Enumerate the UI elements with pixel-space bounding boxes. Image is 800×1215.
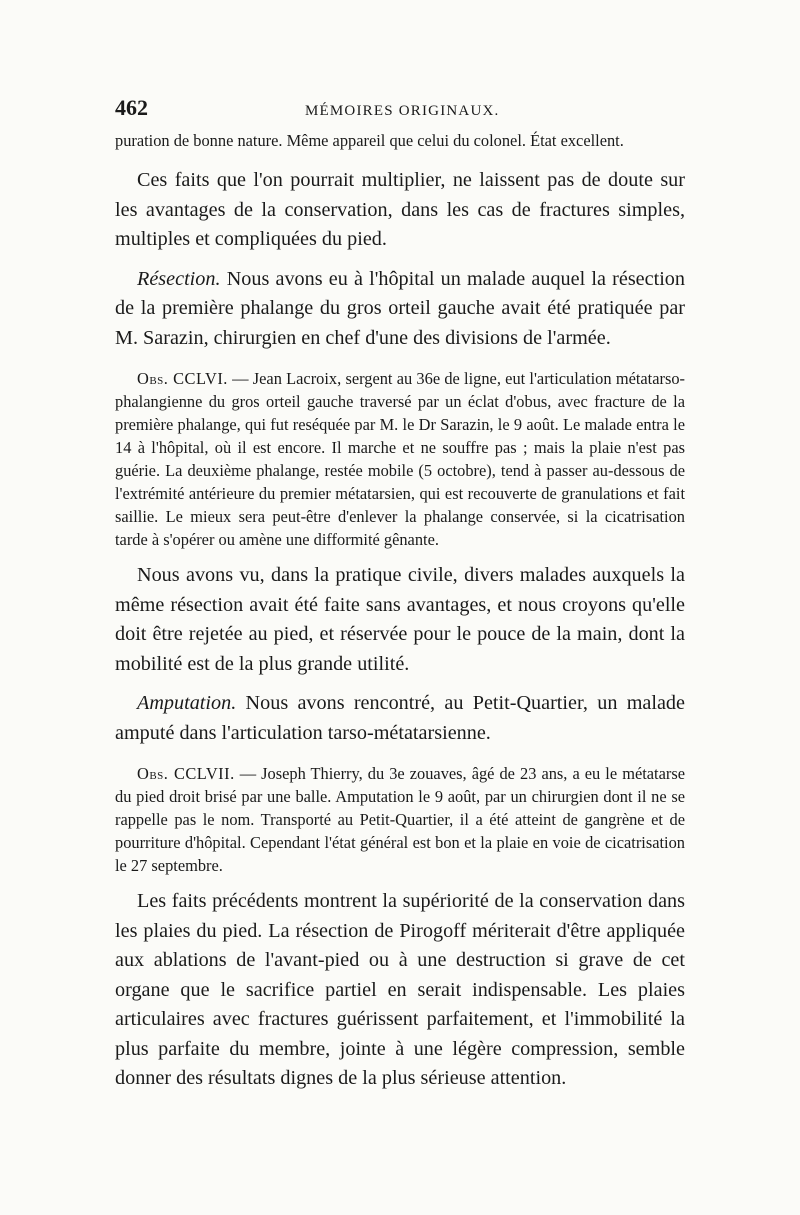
paragraph-continuation: puration de bonne nature. Même appareil que celui du colonel. État excellent. <box>115 131 624 150</box>
observation-label-cclvii: Obs. CCLVII. <box>137 764 235 783</box>
observation-cclvii <box>115 762 685 877</box>
paragraph-amputation <box>115 689 685 748</box>
paragraph-conclusion: Les faits précédents montrent la supériorité de la conservation dans les plaies du pied. La résection de Pirogoff mériterait d'être appliquée aux ablations de l'avant-pied ou à une destruction si grave de cet organe que le sacrifice partiel en serait indispensable. Les plaies articulaires avec fractures guérissent parfaitement, et l'immobilité la plus parfaite du membre, jointe à une légère compression, semble donner des résultats dignes de la plus sérieuse attention. <box>115 890 685 1089</box>
running-title: MÉMOIRES ORIGINAUX. <box>305 103 500 119</box>
section-label-resection: Résection. <box>137 267 221 290</box>
paragraph-resection <box>115 265 685 354</box>
observation-cclvi-text: — Jean Lacroix, sergent au 36e de ligne, eut l'articulation métatarso-phalangienne du gros orteil gauche traversé par un éclat d'obus, avec fracture de la première phalange, qui fut reséquée par M. le Dr Sarazin, le 9 août. Le malade entra le 14 à l'hôpital, où il est encore. Il marche et ne souffre pas ; mais la plaie n'est pas guérie. La deuxième phalange, restée mobile (5 octobre), tend à passer au-dessous de l'extrémité antérieure du premier métatarsien, qui est recouverte de granulations et fait saillie. Le mieux sera peut-être d'enlever la phalange conservée, si la cicatrisation tarde à s'opérer ou amène une difformité gênante. <box>115 369 685 549</box>
page <box>115 95 685 1094</box>
paragraph-conservation: Ces faits que l'on pourrait multiplier, ne laissent pas de doute sur les avantages de la conservation, dans les cas de fractures simples, multiples et compliquées du pied. <box>115 169 685 250</box>
paragraph-resection-text: Nous avons eu à l'hôpital un malade auquel la résection de la première phalange du gros orteil gauche avait été pratiquée par M. Sarazin, chirurgien en chef d'une des divisions de l'armée. <box>115 267 685 349</box>
paragraph-civil-practice: Nous avons vu, dans la pratique civile, divers malades auxquels la même résection avait été faite sans avantages, et nous croyons qu'elle doit être rejetée au pied, et réservée pour le pouce de la main, dont la mobilité est de la plus grande utilité. <box>115 564 685 675</box>
observation-cclvi <box>115 367 685 551</box>
observation-cclvii-text: — Joseph Thierry, du 3e zouaves, âgé de 23 ans, a eu le métatarse du pied droit brisé par une balle. Amputation le 9 août, par un chirurgien dont il ne se rappelle pas le nom. Transporté au Petit-Quartier, il a été atteint de gangrène et de pourriture d'hôpital. Cependant l'état général est bon et la plaie en voie de cicatrisation le 27 septembre. <box>115 764 685 875</box>
page-number: 462 <box>115 95 148 120</box>
running-head <box>115 95 685 129</box>
section-label-amputation: Amputation. <box>137 692 237 714</box>
observation-label-cclvi: Obs. CCLVI. <box>137 369 228 388</box>
paragraph-amputation-text: Nous avons rencontré, au Petit-Quartier, un malade amputé dans l'articulation tarso-métatarsienne. <box>115 692 685 744</box>
